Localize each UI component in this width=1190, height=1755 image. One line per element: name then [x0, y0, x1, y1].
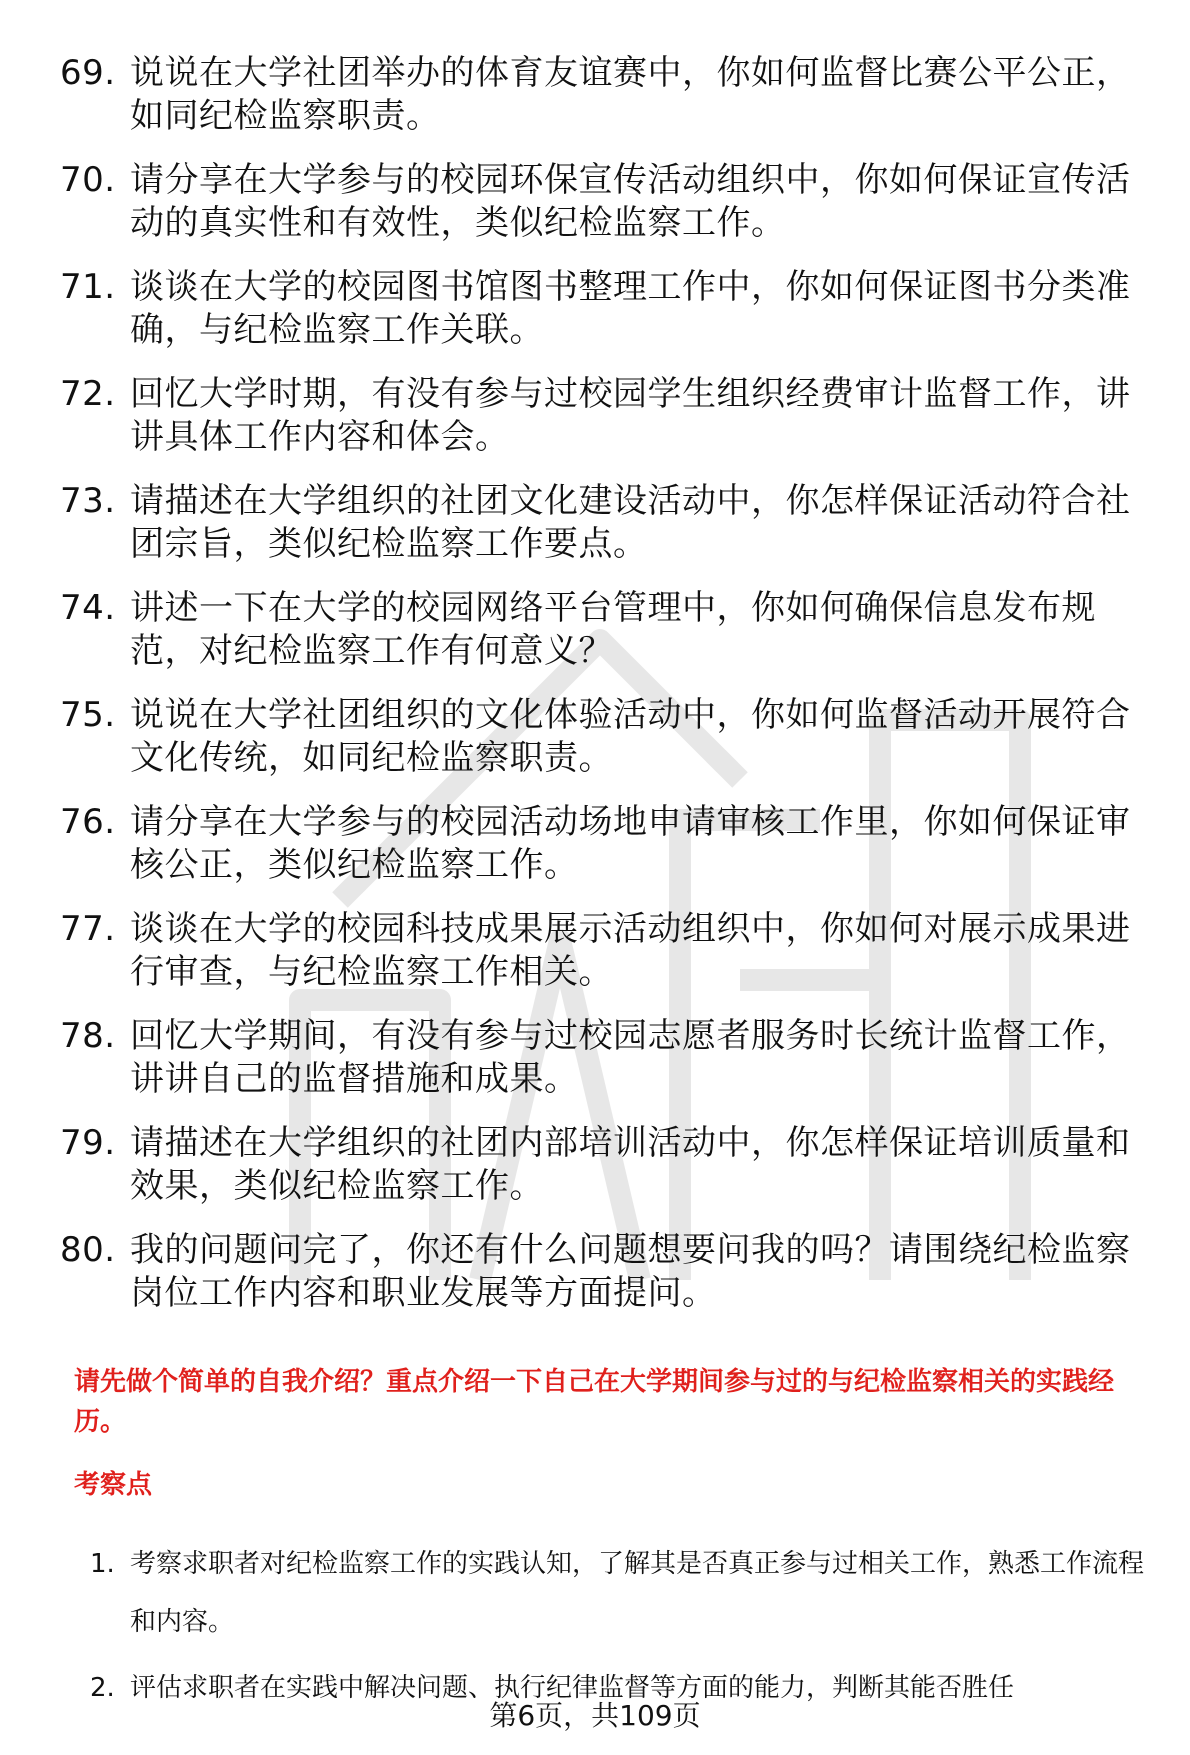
question-text: 讲述一下在大学的校园网络平台管理中，你如何确保信息发布规范，对纪检监察工作有何意义？ — [130, 588, 1096, 671]
question-number: 72. — [60, 374, 116, 414]
list-item — [60, 480, 1150, 566]
question-text: 请描述在大学组织的社团文化建设活动中，你怎样保证活动符合社团宗旨，类似纪检监察工作要点。 — [130, 481, 1131, 564]
exam-points-heading: 考察点 — [74, 1470, 153, 1500]
question-text: 谈谈在大学的校园科技成果展示活动组织中，你如何对展示成果进行审查，与纪检监察工作相关。 — [130, 909, 1131, 992]
question-number: 70. — [60, 160, 116, 200]
list-item — [60, 1229, 1150, 1315]
question-number: 80. — [60, 1230, 116, 1270]
list-item — [60, 266, 1150, 352]
list-item — [60, 52, 1150, 138]
question-number: 71. — [60, 267, 116, 307]
list-item — [60, 1015, 1150, 1101]
list-item — [90, 1535, 1160, 1651]
question-number: 74. — [60, 588, 116, 628]
question-text: 请分享在大学参与的校园活动场地申请审核工作里，你如何保证审核公正，类似纪检监察工作。 — [130, 802, 1131, 885]
point-number: 2. — [90, 1673, 115, 1703]
list-item — [60, 587, 1150, 673]
question-number: 69. — [60, 53, 116, 93]
question-text: 请分享在大学参与的校园环保宣传活动组织中，你如何保证宣传活动的真实性和有效性，类似纪检监察工作。 — [130, 160, 1131, 243]
page-footer: 第6页，共109页 — [489, 1699, 701, 1732]
question-number: 77. — [60, 909, 116, 949]
point-number: 1. — [90, 1549, 115, 1579]
question-text: 我的问题问完了，你还有什么问题想要问我的吗？请围绕纪检监察岗位工作内容和职业发展等方面提问。 — [130, 1230, 1131, 1313]
list-item — [60, 159, 1150, 245]
point-text: 评估求职者在实践中解决问题、执行纪律监督等方面的能力，判断其能否胜任 — [130, 1673, 1015, 1703]
question-text: 说说在大学社团举办的体育友谊赛中，你如何监督比赛公平公正，如同纪检监察职责。 — [130, 53, 1131, 136]
list-item — [60, 1122, 1150, 1208]
question-text: 回忆大学期间，有没有参与过校园志愿者服务时长统计监督工作，讲讲自己的监督措施和成果。 — [130, 1016, 1131, 1099]
question-text: 请描述在大学组织的社团内部培训活动中，你怎样保证培训质量和效果，类似纪检监察工作。 — [130, 1123, 1131, 1206]
question-text: 谈谈在大学的校园图书馆图书整理工作中，你如何保证图书分类准确，与纪检监察工作关联。 — [130, 267, 1131, 350]
question-number: 75. — [60, 695, 116, 735]
list-item — [60, 908, 1150, 994]
point-text: 考察求职者对纪检监察工作的实践认知，了解其是否真正参与过相关工作，熟悉工作流程和内容。 — [130, 1549, 1145, 1637]
question-text: 回忆大学时期，有没有参与过校园学生组织经费审计监督工作，讲讲具体工作内容和体会。 — [130, 374, 1131, 457]
question-number: 78. — [60, 1016, 116, 1056]
question-number: 73. — [60, 481, 116, 521]
question-number: 79. — [60, 1123, 116, 1163]
exam-points-list — [90, 1535, 1160, 1725]
question-list — [60, 52, 1150, 1336]
question-text: 说说在大学社团组织的文化体验活动中，你如何监督活动开展符合文化传统，如同纪检监察职责。 — [130, 695, 1131, 778]
question-number: 76. — [60, 802, 116, 842]
featured-question-heading: 请先做个简单的自我介绍？重点介绍一下自己在大学期间参与过的与纪检监察相关的实践经历。 — [74, 1367, 1115, 1437]
list-item — [60, 694, 1150, 780]
list-item — [60, 801, 1150, 887]
list-item — [60, 373, 1150, 459]
